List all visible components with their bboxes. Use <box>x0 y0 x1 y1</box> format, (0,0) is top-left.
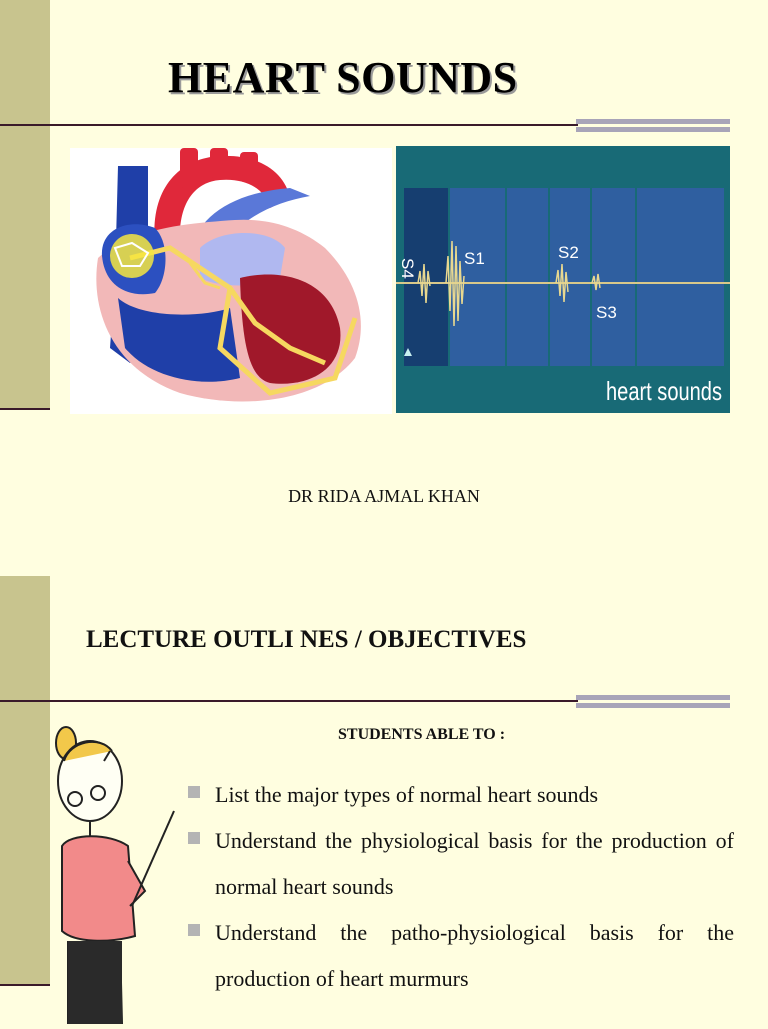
divider-accent <box>576 695 730 708</box>
list-item <box>188 772 734 818</box>
bullet-square-icon <box>188 786 200 798</box>
bullet-square-icon <box>188 924 200 936</box>
side-accent-bar <box>0 576 50 986</box>
list-item-text: List the major types of normal heart sounds <box>215 782 599 807</box>
students-subheading: STUDENTS ABLE TO : <box>338 726 506 743</box>
slide-gap <box>0 560 768 576</box>
list-item-text: Understand the patho-physiological basis for the production of heart murmurs <box>215 920 734 991</box>
list-item <box>188 910 734 1002</box>
waveform-label-s3: S3 <box>596 303 617 322</box>
waveform-caption: heart sounds <box>606 376 722 406</box>
slide-title: HEART SOUNDS <box>168 53 518 102</box>
title-divider <box>0 124 578 126</box>
side-accent-bar <box>0 0 50 410</box>
objectives-list <box>188 772 734 1002</box>
list-item-text: Understand the physiological basis for the production of normal heart sounds <box>215 828 734 899</box>
list-item <box>188 818 734 910</box>
waveform-label-s2: S2 <box>558 243 579 262</box>
lower-left-divider <box>0 984 50 986</box>
author-name: DR RIDA AJMAL KHAN <box>288 486 480 506</box>
heart-illustration <box>70 148 392 414</box>
teacher-cartoon <box>50 721 180 1024</box>
divider-accent <box>576 119 730 132</box>
heading-divider <box>0 700 578 702</box>
heart-sound-waveform <box>396 146 730 413</box>
waveform-label-s4: S4 <box>398 258 417 279</box>
waveform-label-s1: S1 <box>464 249 485 268</box>
objectives-slide <box>0 576 768 1024</box>
bullet-square-icon <box>188 832 200 844</box>
lower-left-divider <box>0 408 50 410</box>
objectives-heading: LECTURE OUTLI NES / OBJECTIVES <box>86 626 527 653</box>
